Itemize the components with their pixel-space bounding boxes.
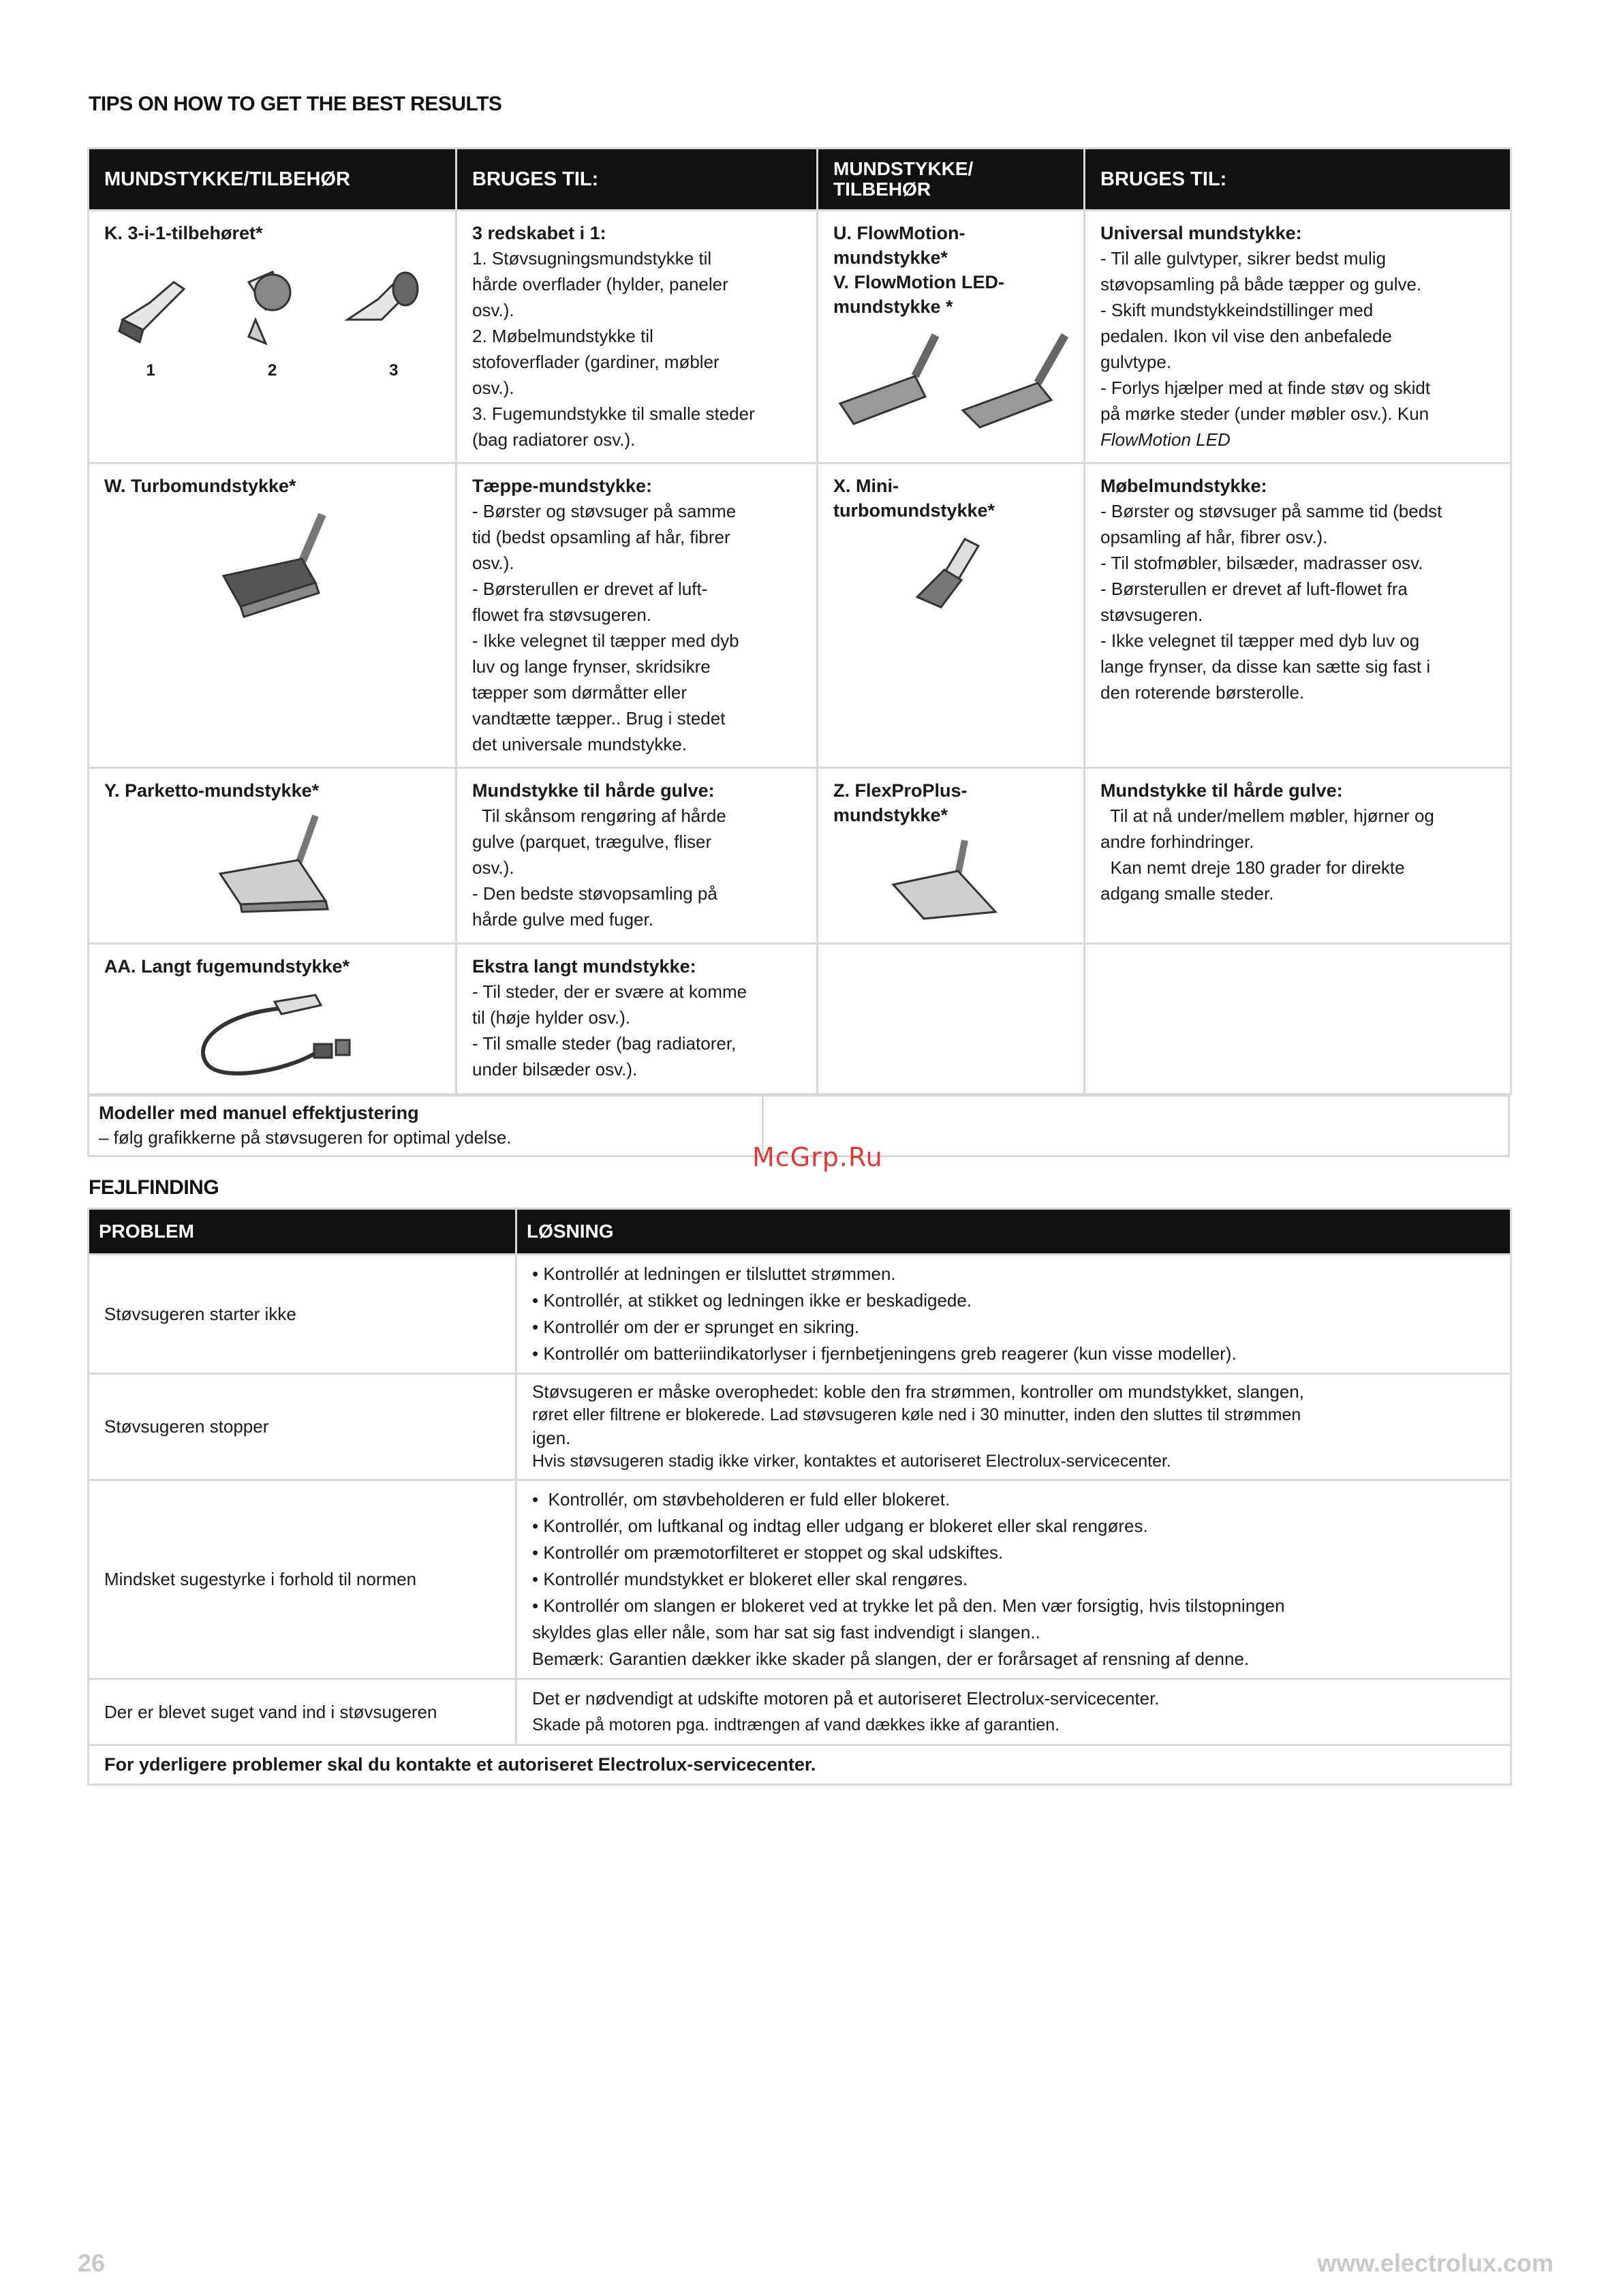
accessory-row [89,944,1511,1095]
use-line: under bilsæder osv.). [472,1059,638,1080]
accessory-name-line: Z. FlexProPlus- [833,780,968,801]
use-line: tæpper som dørmåtter eller [472,682,687,703]
solution-line: igen. [532,1428,571,1448]
use-lines [1100,498,1495,705]
turbo-nozzle-illustration [213,508,350,624]
tool-numbers [126,357,419,384]
use-line: til (høje hylder osv.). [472,1007,631,1028]
flexproplus-nozzle-illustration [883,837,1019,925]
use-line: - Den bedste støvopsamling på [472,883,717,904]
use-line: 1. Støvsugningsmundstykke til [472,248,712,269]
use-cell [457,944,818,1095]
use-line: - Børster og støvsuger på samme [472,501,737,521]
page-heading: TIPS ON HOW TO GET THE BEST RESULTS [89,93,502,115]
accessory-row [89,463,1511,768]
use-line: støvsugeren. [1100,604,1203,625]
use-title: Mundstykke til hårde gulve: [1100,780,1343,801]
watermark-text: McGrp.Ru [752,1142,883,1172]
accessory-row [89,211,1511,463]
tool-number-1: 1 [146,361,155,380]
solution-line: Hvis støvsugeren stadig ikke virker, kontaktes et autoriseret Electrolux-servicecenter. [532,1452,1171,1471]
trouble-header-row [89,1209,1511,1255]
use-cell [457,463,818,768]
accessory-name: Y. Parketto-mundstykke* [104,780,320,801]
solution-cell [516,1679,1511,1745]
solution-line: • Kontrollér om præmotorfilteret er stoppet og skal udskiftes. [532,1542,1004,1563]
manual-adjustment-note [89,1097,764,1155]
use-lines [1100,245,1495,453]
use-line: adgang smalle steder. [1100,883,1274,904]
tool-number-3: 3 [389,361,399,380]
accessory-name-line: X. Mini- [833,476,899,496]
solution-line: • Kontrollér at ledningen er tilsluttet strømmen. [532,1264,896,1284]
use-line: gulvtype. [1100,352,1172,372]
use-line: Til skånsom rengøring af hårde [472,806,726,826]
use-line: - Ikke velegnet til tæpper med dyb luv og [1100,630,1420,651]
accessory-cell [818,463,1085,768]
solution-line: Skade på motoren pga. indtrængen af vand dækkes ikke af garantien. [532,1715,1060,1734]
use-title: Mundstykke til hårde gulve: [472,780,715,801]
use-title: Møbelmundstykke: [1100,476,1267,496]
solution-line: Støvsugeren er måske overophedet: koble den fra strømmen, kontroller om mundstykket, slangen, [532,1381,1304,1402]
solution-line: • Kontrollér, om støvbeholderen er fuld eller blokeret. [532,1489,950,1510]
use-line: 2. Møbelmundstykke til [472,326,653,346]
use-line: - Ikke velegnet til tæpper med dyb [472,630,739,651]
page-number: 26 [78,2249,106,2277]
use-lines [472,498,801,757]
col-header-accessory: MUNDSTYKKE/TILBEHØR [89,149,457,211]
accessory-cell [89,211,457,463]
use-line: - Børsterullen er drevet af luft-flowet fra [1100,579,1408,599]
accessory-cell [89,768,457,944]
trouble-footer-cell: For yderligere problemer skal du kontakte et autoriseret Electrolux-servicecenter. [89,1745,1511,1785]
solution-line: • Kontrollér om slangen er blokeret ved at trykke let på den. Men vær forsigtig, hvis tilstopningen [532,1595,1285,1616]
long-crevice-tool-illustration [193,988,356,1084]
use-line: - Børster og støvsuger på samme tid (bedst [1100,501,1442,521]
solution-cell [516,1255,1511,1374]
use-lines [472,979,801,1082]
problem-cell: Støvsugeren starter ikke [89,1255,516,1374]
use-cell [457,211,818,463]
tool-number-2: 2 [267,361,277,380]
use-title: 3 redskabet i 1: [472,223,606,243]
website-link[interactable]: www.electrolux.com [1317,2249,1554,2277]
mini-turbo-nozzle-illustration [903,532,999,614]
use-line: flowet fra støvsugeren. [472,604,651,625]
use-line-italic: FlowMotion LED [1100,429,1231,450]
solution-line: Det er nødvendigt at udskifte motoren på et autoriseret Electrolux-servicecenter. [532,1688,1160,1709]
solution-line: • Kontrollér, at stikket og ledningen ikke er beskadigede. [532,1290,972,1311]
solution-cell [516,1480,1511,1679]
use-line: gulve (parquet, trægulve, fliser [472,831,712,852]
use-line: - Til stofmøbler, bilsæder, madrasser osv. [1100,553,1423,573]
use-line: lange frynser, da disse kan sætte sig fast i [1100,656,1431,677]
use-line: hårde overflader (hylder, paneler [472,274,728,294]
use-line: den roterende børsterolle. [1100,682,1305,703]
accessory-name-line: V. FlowMotion LED- [833,272,1004,292]
accessory-row [89,768,1511,944]
use-line: osv.). [472,300,514,320]
use-line: 3. Fugemundstykke til smalle steder [472,403,755,424]
use-line: osv.). [472,857,514,878]
accessories-header-row [89,149,1511,211]
col-header-accessory-2: MUNDSTYKKE/ TILBEHØR [818,149,1085,211]
problem-cell: Støvsugeren stopper [89,1374,516,1480]
use-line: støvopsamling på både tæpper og gulve. [1100,274,1422,294]
accessory-name: W. Turbomundstykke* [104,476,296,496]
solution-line: • Kontrollér mundstykket er blokeret eller skal rengøres. [532,1569,968,1589]
manual-adjustment-text: – følg grafikkerne på støvsugeren for optimal ydelse. [99,1127,512,1148]
use-line: - Forlys hjælper med at finde støv og skidt [1100,378,1431,398]
use-line: Kan nemt dreje 180 grader for direkte [1100,857,1405,878]
solution-line: skyldes glas eller nåle, som har sat sig fast indvendigt i slangen.. [532,1622,1040,1642]
use-line: pedalen. Ikon vil vise den anbefalede [1100,326,1392,346]
col-header-use: BRUGES TIL: [457,149,818,211]
accessory-name-line: U. FlowMotion- [833,223,965,243]
use-line: hårde gulve med fuger. [472,909,653,930]
accessory-name-line: mundstykke* [833,805,948,825]
use-line: stofoverflader (gardiner, møbler [472,352,720,372]
solution-line: • Kontrollér om batteriindikatorlyser i fjernbetjeningens greb reagerer (kun visse modeller). [532,1343,1237,1364]
accessory-cell [818,211,1085,463]
solution-cell [516,1374,1511,1480]
manual-adjustment-title: Modeller med manuel effektjustering [99,1103,419,1123]
parketto-nozzle-illustration [213,812,350,915]
solution-line: Bemærk: Garantien dækker ikke skader på slangen, der er forårsaget af rensning af denne. [532,1649,1250,1669]
trouble-row [89,1374,1511,1480]
trouble-heading: FEJLFINDING [89,1176,219,1199]
col-header-solution: LØSNING [516,1209,1511,1255]
use-cell [1085,463,1511,768]
accessories-table [87,147,1512,1095]
use-line: (bag radiatorer osv.). [472,429,636,450]
use-line: osv.). [472,378,514,398]
trouble-row [89,1679,1511,1745]
use-line: - Skift mundstykkeindstillinger med [1100,300,1374,320]
use-line: - Til smalle steder (bag radiatorer, [472,1033,737,1054]
use-title: Tæppe-mundstykke: [472,476,653,496]
empty-cell [1085,944,1511,1095]
accessory-name: K. 3-i-1-tilbehøret* [104,223,263,243]
accessory-name-line: turbomundstykke* [833,500,995,521]
trouble-row [89,1255,1511,1374]
accessory-cell [818,768,1085,944]
solution-line: røret eller filtrene er blokerede. Lad støvsugeren køle ned i 30 minutter, inden den sluttes til strømmen [532,1405,1301,1424]
use-line: tid (bedst opsamling af hår, fibrer [472,527,730,547]
use-line: vandtætte tæpper.. Brug i stedet [472,708,726,729]
use-cell [457,768,818,944]
trouble-row [89,1480,1511,1679]
use-line: andre forhindringer. [1100,831,1254,852]
col-header-problem: PROBLEM [89,1209,516,1255]
use-title: Universal mundstykke: [1100,223,1302,243]
use-lines [472,803,801,932]
solution-line: • Kontrollér om der er sprunget en sikring. [532,1317,860,1337]
solution-line: • Kontrollér, om luftkanal og indtag eller udgang er blokeret eller skal rengøres. [532,1516,1148,1536]
accessory-cell [89,463,457,768]
accessory-name-line: mundstykke* [833,247,948,268]
flowmotion-nozzle-illustration [833,328,1079,431]
accessory-name-line: mundstykke * [833,296,953,317]
use-lines [472,245,801,453]
use-line: det universale mundstykke. [472,734,687,754]
use-line: - Til alle gulvtyper, sikrer bedst mulig [1100,248,1387,269]
accessory-name: AA. Langt fugemundstykke* [104,956,350,977]
use-lines [1100,803,1495,906]
use-line: på mørke steder (under møbler osv.). Kun [1100,403,1429,424]
use-line: opsamling af hår, fibrer osv.). [1100,527,1328,547]
use-title: Ekstra langt mundstykke: [472,956,696,977]
use-cell [1085,211,1511,463]
use-line: Til at nå under/mellem møbler, hjørner og [1100,806,1434,826]
troubleshooting-table [87,1208,1512,1786]
empty-cell [818,944,1085,1095]
use-cell [1085,768,1511,944]
use-line: - Til steder, der er svære at komme [472,981,747,1002]
three-in-one-tool-illustration [109,255,436,357]
use-line: - Børsterullen er drevet af luft- [472,579,708,599]
accessory-cell [89,944,457,1095]
problem-cell: Der er blevet suget vand ind i støvsugeren [89,1679,516,1745]
problem-cell: Mindsket sugestyrke i forhold til normen [89,1480,516,1679]
col-header-use-2: BRUGES TIL: [1085,149,1511,211]
use-line: luv og lange frynser, skridsikre [472,656,711,677]
trouble-footer-row [89,1745,1511,1785]
use-line: osv.). [472,553,514,573]
